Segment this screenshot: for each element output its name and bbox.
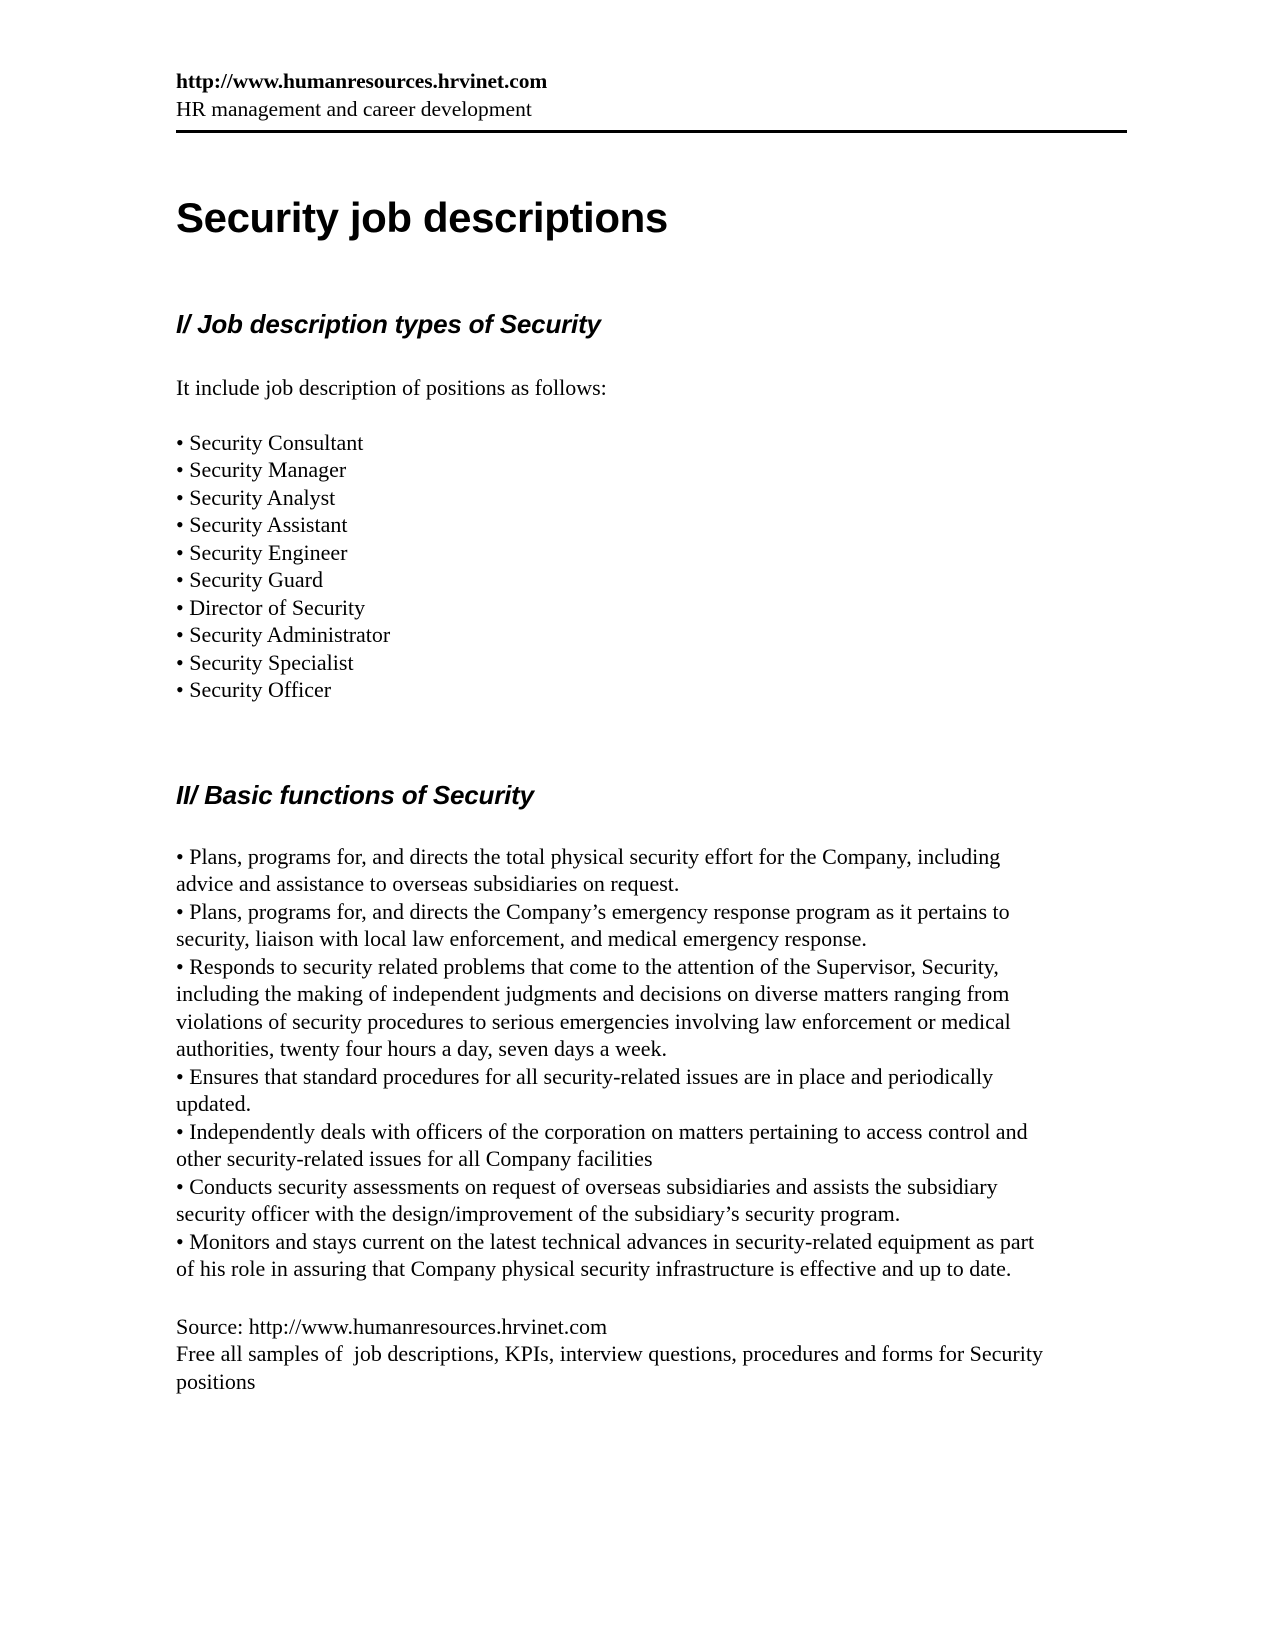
list-item: • Security Engineer (176, 539, 348, 565)
list-item: • Plans, programs for, and directs the Company’s emergency response program as it pertains to security, liaison with local law enforcement, and medical emergency response. (176, 898, 1010, 951)
header-tagline: HR management and career development (176, 97, 532, 121)
list-item: • Security Consultant (176, 429, 364, 455)
list-item: • Security Officer (176, 677, 332, 702)
basic-functions-list (176, 843, 1056, 1283)
document-content (176, 0, 1131, 1395)
list-item: • Plans, programs for, and directs the total physical security effort for the Company, including advice and assistance to overseas subsidiaries on request. (176, 843, 1001, 896)
section-heading-basic-functions: II/ Basic functions of Security (176, 779, 534, 810)
list-item: • Monitors and stays current on the latest technical advances in security-related equipment as part of his role in assuring that Company physical security infrastructure is effective and up to date. (176, 1228, 1035, 1281)
list-item: • Security Analyst (176, 484, 336, 510)
list-item: • Security Guard (176, 567, 323, 592)
header-divider (176, 130, 1127, 133)
list-item: • Ensures that standard procedures for all security-related issues are in place and periodically updated. (176, 1063, 994, 1116)
list-item: • Security Specialist (176, 649, 354, 675)
list-item: • Independently deals with officers of the corporation on matters pertaining to access control and other security-related issues for all Company facilities (176, 1118, 1028, 1171)
section-1-intro: It include job description of positions as follows: (176, 375, 607, 400)
document-header (176, 0, 1131, 133)
list-item: • Responds to security related problems that come to the attention of the Supervisor, Security, including the making of independent judgments and decisions on diverse matters ranging from violations of security procedures to serious emergencies involving law enforcement or medical authorities, twenty four hours a day, seven days a week. (176, 953, 1011, 1061)
footer-source-block (176, 1313, 1076, 1396)
footer-source-line: Source: http://www.humanresources.hrvinet.com (176, 1313, 608, 1339)
list-item: • Conducts security assessments on request of overseas subsidiaries and assists the subsidiary security officer with the design/improvement of the subsidiary’s security program. (176, 1173, 998, 1226)
header-url: http://www.humanresources.hrvinet.com (176, 69, 548, 93)
section-heading-job-description-types: I/ Job description types of Security (176, 309, 601, 339)
list-item: • Security Assistant (176, 512, 348, 537)
list-item: • Security Manager (176, 457, 347, 482)
footer-tail-line: Free all samples of job descriptions, KPIs, interview questions, procedures and forms for Security positions (176, 1341, 1049, 1394)
list-item: • Director of Security (176, 594, 366, 620)
page-title: Security job descriptions (176, 194, 668, 241)
list-item: • Security Administrator (176, 622, 391, 647)
job-types-list (176, 429, 1131, 704)
